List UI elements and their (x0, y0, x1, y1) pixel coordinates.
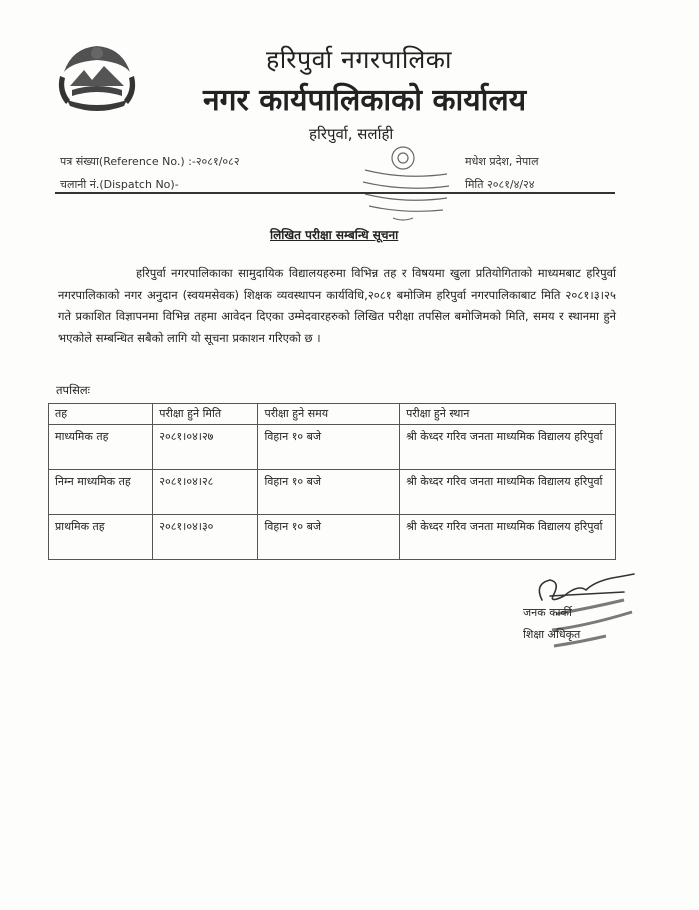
cell-exam-time: विहान १० बजे (258, 425, 400, 470)
cell-exam-time: विहान १० बजे (258, 515, 400, 560)
province-label: मधेश प्रदेश, नेपाल (465, 155, 539, 168)
cell-exam-time: विहान १० बजे (258, 470, 400, 515)
cell-level: निम्न माध्यमिक तह (49, 470, 153, 515)
schedule-label: तपसिलः (56, 383, 90, 397)
municipality-emblem-icon (52, 40, 142, 120)
dispatch-number: चलानी नं.(Dispatch No)- (60, 178, 179, 191)
office-location: हरिपुर्वा, सर्लाही (309, 125, 394, 143)
table-row (49, 515, 616, 560)
cell-level: प्राथमिक तह (49, 515, 153, 560)
notice-body: हरिपुर्वा नगरपालिकाका सामुदायिक विद्यालयहरुमा विभिन्न तह र विषयमा खुला प्रतियोगिताको माध्यमबाट हरिपुर्वा नगरपालिकाको नगर अनुदान (स्वयमसेवक) शिक्षक व्यवस्थापन कार्यविधि,२०८१ बमोजिम हरिपुर्वा नगरपालिकाबाट मिति २०८१।३।२५ गते प्रकाशित विज्ञापनमा विभिन्न तहमा आवेदन दिएका उम्मेदवारहरुको लिखित परीक्षा तपसिल बमोजिमको मिति, समय र स्थानमा हुने भएकोले सम्बन्धित सबैको लागि यो सूचना प्रकाशन गरिएको छ । (58, 266, 616, 345)
table-row (49, 470, 616, 515)
cell-exam-date: २०८१।०४।३० (153, 515, 258, 560)
reference-number: पत्र संख्या(Reference No.) :-२०८१/०८२ (60, 155, 240, 168)
cell-exam-venue: श्री केध्दर गरिव जनता माध्यमिक विद्यालय हरिपुर्वा (400, 425, 616, 470)
header-divider (55, 192, 615, 194)
table-row (49, 425, 616, 470)
office-title: नगर कार्यपालिकाको कार्यालय (203, 83, 527, 118)
cell-exam-venue: श्री केध्दर गरिव जनता माध्यमिक विद्यालय हरिपुर्वा (400, 470, 616, 515)
cell-exam-venue: श्री केध्दर गरिव जनता माध्यमिक विद्यालय हरिपुर्वा (400, 515, 616, 560)
header-level: तह (49, 404, 153, 425)
table-header-row (49, 404, 616, 425)
signatory-title: शिक्षा अधिकृत (523, 628, 581, 641)
municipality-name: हरिपुर्वा नगरपालिका (266, 45, 452, 74)
header-exam-venue: परीक्षा हुने स्थान (400, 404, 616, 425)
notice-subject: लिखित परीक्षा सम्बन्धि सूचना (270, 228, 399, 242)
cell-exam-date: २०८१।०४।२८ (153, 470, 258, 515)
cell-level: माध्यमिक तह (49, 425, 153, 470)
document-date: मिति २०८१/४/२४ (465, 178, 535, 191)
office-stamp-icon (355, 140, 455, 226)
cell-exam-date: २०८१।०४।२७ (153, 425, 258, 470)
header-exam-date: परीक्षा हुने मिति (153, 404, 258, 425)
signatory-name: जनक कार्की (523, 606, 572, 619)
header-exam-time: परीक्षा हुने समय (258, 404, 400, 425)
exam-schedule-table (48, 403, 616, 560)
